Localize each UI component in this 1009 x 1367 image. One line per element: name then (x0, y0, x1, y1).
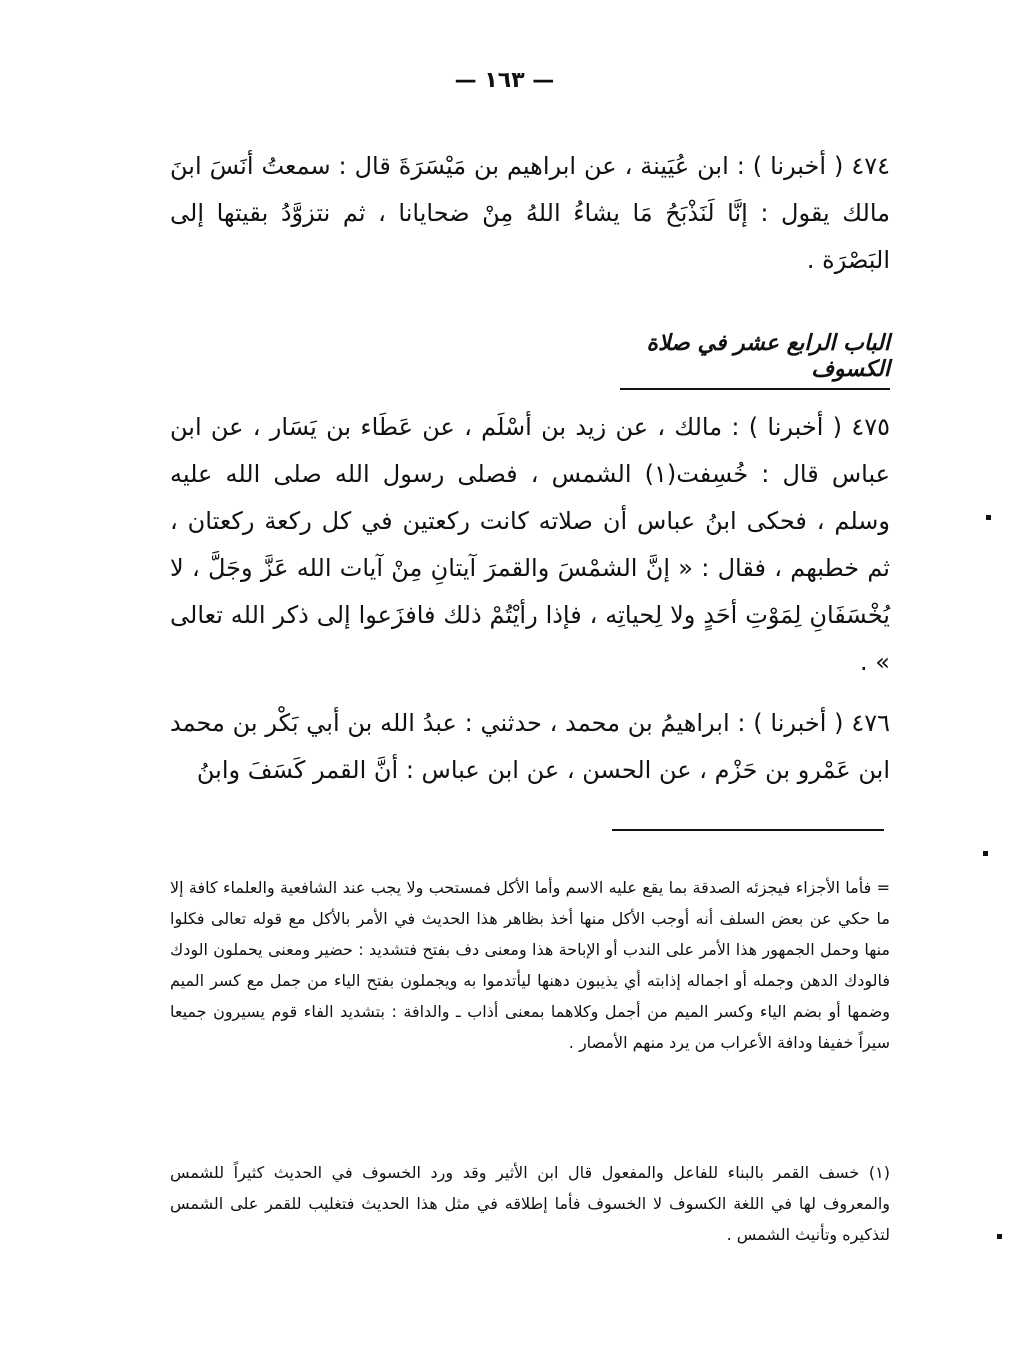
footnote-continuation: = فأما الأجزاء فيجزئه الصدقة بما يقع عليه الاسم وأما الأكل فمستحب ولا يجب عند الشافعية والعلماء كافة إلا ما حكي عن بعض السلف أنه أوجب الأكل منها أخذ بظاهر هذا الحديث في الأمر بالأكل مع قوله تعالى فكلوا منها وحمل الجمهور هذا الأمر على الندب أو الإباحة هذا ومعنى دف بفتح فتشديد : حضير ومعنى يحملون الودك فالودك الدهن وجمله أو اجماله إذابته أي يذيبون دهنها ليأتدموا به ويجملون بفتح الياء من جمل مع كسر الميم وضمها أو بضم الياء وكسر الميم من أجمل وكلاهما بمعنى أذاب ـ والدافة : بتشديد الفاء قوم يسيرون جميعا سيراً خفيفا ودافة الأعراب من يرد منهم الأمصار . (170, 878, 890, 1052)
hadith-475: ٤٧٥ ( أخبرنا ) : مالك ، عن زيد بن أسْلَم ، عن عَطَاء بن يَسَار ، عن ابن عباس قال : خُسِفت(١) الشمس ، فصلى رسول الله صلى الله عليه وسلم ، فحكى ابنُ عباس أن صلاته كانت ركعتين في كل ركعة ركعتان ، ثم خطبهم ، فقال : « إنَّ الشمْسَ والقمرَ آيتانِ مِنْ آيات الله عَزَّ وجَلَّ ، لا يُخْسَفَانِ لِمَوْتِ أحَدٍ ولا لِحياتِه ، فإذا رأيْتُمْ ذلك فافزَعوا إلى ذكر الله تعالى » . (170, 413, 891, 676)
hadith-474: ٤٧٤ ( أخبرنا ) : ابن عُيَينة ، عن ابراهيم بن مَيْسَرَةَ قال : سمعتُ أنَسَ ابنَ مالك يقول : إنَّا لَنَذْبَحُ مَا يشاءُ اللهُ مِنْ ضحايانا ، ثم نتزوَّدُ بقيتها إلى البَصْرَة . (170, 152, 890, 274)
footnote-1: (١) خسف القمر بالبناء للفاعل والمفعول قال ابن الأثير وقد ورد الخسوف في الحديث كثيراً للشمس والمعروف لها في اللغة الكسوف لا الخسوف فأما إطلاقه في مثل هذا الحديث فتغليب للقمر على الشمس لتذكيره وتأنيث الشمس . (170, 1163, 890, 1244)
margin-dot (986, 515, 991, 520)
page-number: — ١٦٣ — (454, 68, 555, 93)
chapter-heading: الباب الرابع عشر في صلاة الكسوف (620, 330, 890, 390)
footnote-separator (612, 829, 884, 831)
margin-dot (997, 1234, 1002, 1239)
hadith-476: ٤٧٦ ( أخبرنا ) : ابراهيمُ بن محمد ، حدثني : عبدُ الله بن أبي بَكْر بن محمد ابن عَمْرو بن حَزْم ، عن الحسن ، عن ابن عباس : أنَّ القمر كَسَفَ وابنُ (170, 709, 890, 784)
margin-dot (983, 851, 988, 856)
